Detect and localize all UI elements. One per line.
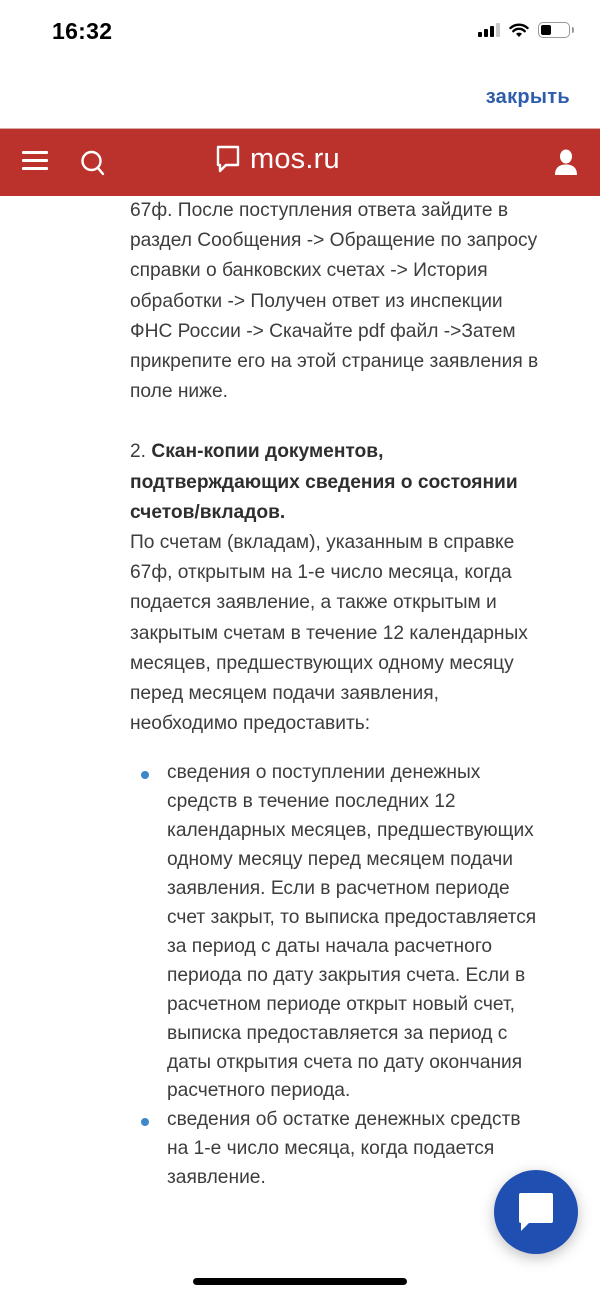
chat-button[interactable]: [494, 1170, 578, 1254]
wifi-icon: [509, 23, 529, 38]
list-item: [130, 759, 540, 1106]
home-indicator: [193, 1278, 407, 1285]
section-2: [130, 437, 540, 528]
section-title: Скан-копии документов, подтверждающих сведения о состоянии счетов/вкладов.: [130, 441, 518, 523]
article-content: [130, 196, 540, 1193]
user-icon[interactable]: [554, 149, 578, 175]
status-time: 16:32: [52, 18, 113, 44]
section-body: По счетам (вкладам), указанным в справке 67ф, открытым на 1-е число месяца, когда подается заявление, а также открытым и закрытым счетам в течение 12 календарных месяцев, предшествующих одному месяцу перед месяцем подачи заявления, необходимо предоставить:: [130, 532, 528, 735]
list-item-text: сведения о поступлении денежных средств в течение последних 12 календарных месяцев, предшествующих одному месяцу перед месяцем подачи заявления. Если в расчетном периоде счет закрыт, то выписка предоставляется за период с даты начала расчетного периода по дату закрытия счета. Если в расчетном периоде открыт новый счет, выписка предоставляется за период с даты открытия счета по дату окончания расчетного периода.: [167, 762, 537, 1102]
status-bar: [0, 0, 600, 66]
list-item: [130, 1106, 540, 1193]
search-icon[interactable]: [80, 149, 106, 177]
status-icons: [478, 22, 570, 38]
site-logo[interactable]: [216, 143, 340, 176]
cellular-signal-icon: [478, 23, 500, 37]
requirements-list: [130, 759, 540, 1193]
bullet-dot-icon: [141, 771, 149, 779]
intro-paragraph: 67ф. После поступления ответа зайдите в раздел Сообщения -> Обращение по запросу справки о банковских счетах -> История обработки -> Получен ответ из инспекции ФНС России -> Скачайте pdf файл ->Затем прикрепите его на этой странице заявления в поле ниже.: [130, 200, 539, 403]
logo-text: mos.ru: [250, 143, 340, 175]
chat-bubble-icon: [517, 1191, 555, 1233]
close-button[interactable]: закрыть: [485, 86, 570, 108]
close-row: [0, 66, 600, 128]
bullet-dot-icon: [141, 1118, 149, 1126]
menu-icon[interactable]: [22, 151, 48, 171]
site-header: [0, 128, 600, 196]
list-item-text: сведения об остатке денежных средств на 1-е число месяца, когда подается заявление.: [167, 1109, 521, 1189]
logo-speech-bubble-icon: [216, 145, 240, 175]
section-number: 2.: [130, 441, 152, 463]
battery-icon: [538, 22, 570, 38]
